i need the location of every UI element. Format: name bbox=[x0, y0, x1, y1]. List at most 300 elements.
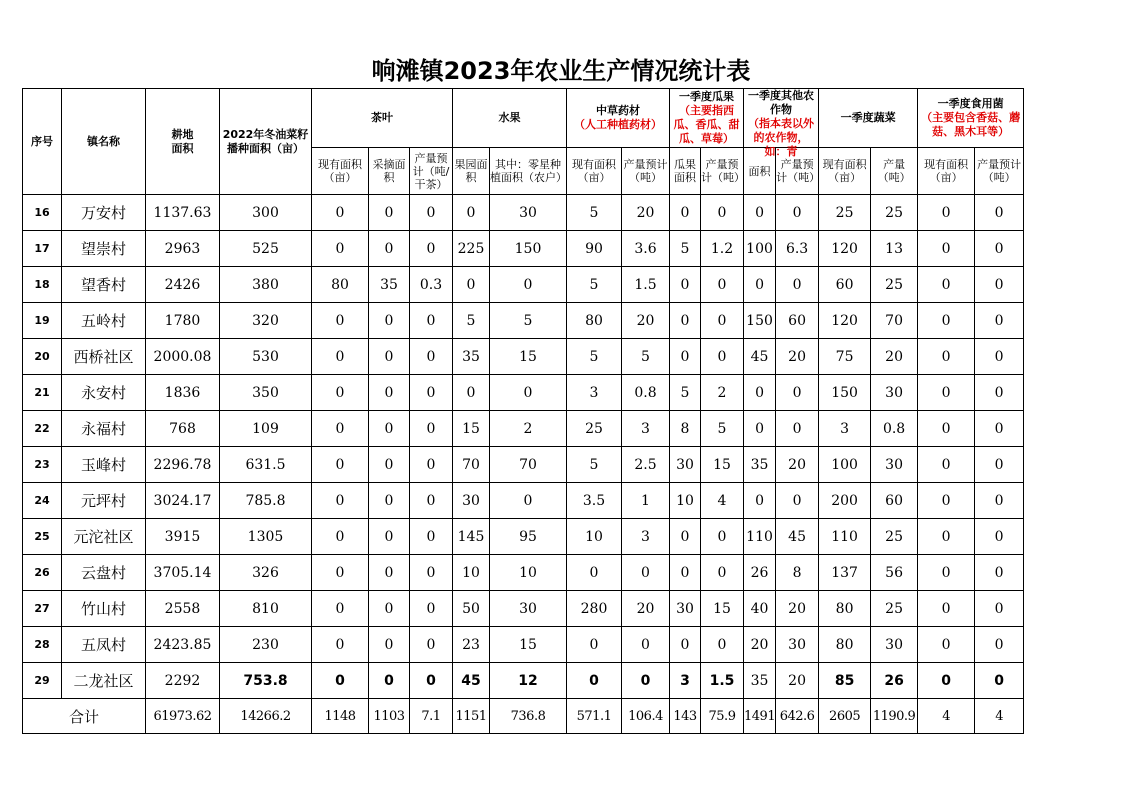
row-seq: 27 bbox=[23, 591, 62, 627]
total-cell: 1148 bbox=[312, 699, 369, 734]
table-cell: 0 bbox=[975, 231, 1024, 267]
table-cell: 30 bbox=[871, 627, 918, 663]
table-cell: 3915 bbox=[146, 519, 220, 555]
table-cell: 2 bbox=[490, 411, 567, 447]
table-cell: 2.5 bbox=[622, 447, 670, 483]
total-cell: 75.9 bbox=[701, 699, 744, 734]
table-cell: 70 bbox=[871, 303, 918, 339]
table-cell: 0 bbox=[670, 519, 701, 555]
table-cell: 150 bbox=[819, 375, 871, 411]
table-cell: 0 bbox=[776, 483, 819, 519]
row-name: 永安村 bbox=[62, 375, 146, 411]
table-cell: 0 bbox=[453, 375, 490, 411]
header-melon-note: （主要指西瓜、香瓜、甜瓜、草莓） bbox=[673, 104, 740, 145]
table-cell: 326 bbox=[220, 555, 312, 591]
subheader-cell: 瓜果面积 bbox=[670, 148, 701, 195]
table-cell: 35 bbox=[453, 339, 490, 375]
row-seq: 22 bbox=[23, 411, 62, 447]
table-cell: 0 bbox=[369, 519, 410, 555]
table-cell: 0 bbox=[975, 591, 1024, 627]
total-cell: 642.6 bbox=[776, 699, 819, 734]
row-name: 五凤村 bbox=[62, 627, 146, 663]
row-name: 云盘村 bbox=[62, 555, 146, 591]
table-cell: 0 bbox=[369, 339, 410, 375]
table-cell: 35 bbox=[744, 663, 776, 699]
table-cell: 0.8 bbox=[871, 411, 918, 447]
total-cell: 14266.2 bbox=[220, 699, 312, 734]
table-cell: 0 bbox=[975, 339, 1024, 375]
header-other bbox=[744, 89, 819, 158]
total-label: 合计 bbox=[23, 699, 146, 734]
table-cell: 25 bbox=[871, 519, 918, 555]
row-name: 元坪村 bbox=[62, 483, 146, 519]
table-cell: 0 bbox=[312, 663, 369, 699]
table-cell: 5 bbox=[490, 303, 567, 339]
table-cell: 109 bbox=[220, 411, 312, 447]
table-cell: 768 bbox=[146, 411, 220, 447]
table-cell: 15 bbox=[701, 447, 744, 483]
table-cell: 0.3 bbox=[410, 267, 453, 303]
table-cell: 45 bbox=[453, 663, 490, 699]
table-cell: 30 bbox=[453, 483, 490, 519]
table-cell: 25 bbox=[871, 591, 918, 627]
table-cell: 0 bbox=[567, 627, 622, 663]
table-row bbox=[23, 627, 1024, 663]
table-cell: 0 bbox=[410, 519, 453, 555]
row-name: 元沱社区 bbox=[62, 519, 146, 555]
table-cell: 2423.85 bbox=[146, 627, 220, 663]
table-cell: 0 bbox=[410, 627, 453, 663]
table-cell: 40 bbox=[744, 591, 776, 627]
table-cell: 12 bbox=[490, 663, 567, 699]
subheader-cell: 面积 bbox=[744, 148, 776, 195]
table-cell: 8 bbox=[776, 555, 819, 591]
row-seq: 24 bbox=[23, 483, 62, 519]
table-cell: 30 bbox=[776, 627, 819, 663]
subheader-cell: 现有面积（亩） bbox=[918, 148, 975, 195]
table-cell: 0 bbox=[670, 627, 701, 663]
table-cell: 0 bbox=[622, 555, 670, 591]
total-cell: 143 bbox=[670, 699, 701, 734]
total-row bbox=[23, 699, 1024, 734]
table-cell: 80 bbox=[819, 627, 871, 663]
table-cell: 5 bbox=[453, 303, 490, 339]
table-cell: 1.5 bbox=[701, 663, 744, 699]
table-cell: 0 bbox=[490, 375, 567, 411]
table-cell: 13 bbox=[871, 231, 918, 267]
table-cell: 30 bbox=[871, 447, 918, 483]
header-fruit: 水果 bbox=[453, 89, 567, 148]
table-cell: 0 bbox=[410, 375, 453, 411]
table-cell: 56 bbox=[871, 555, 918, 591]
header-fungi-label: 一季度食用菌 bbox=[937, 97, 1004, 110]
table-cell: 0 bbox=[918, 411, 975, 447]
row-name: 万安村 bbox=[62, 195, 146, 231]
table-cell: 230 bbox=[220, 627, 312, 663]
table-cell: 0 bbox=[369, 375, 410, 411]
table-cell: 50 bbox=[453, 591, 490, 627]
agri-stats-table bbox=[22, 88, 1024, 734]
total-cell: 571.1 bbox=[567, 699, 622, 734]
table-cell: 20 bbox=[776, 663, 819, 699]
total-cell: 4 bbox=[975, 699, 1024, 734]
table-cell: 5 bbox=[701, 411, 744, 447]
table-cell: 60 bbox=[819, 267, 871, 303]
table-cell: 20 bbox=[776, 591, 819, 627]
table-cell: 5 bbox=[670, 231, 701, 267]
table-cell: 0 bbox=[918, 267, 975, 303]
table-cell: 70 bbox=[490, 447, 567, 483]
table-cell: 0 bbox=[975, 411, 1024, 447]
table-cell: 0 bbox=[369, 411, 410, 447]
table-cell: 0 bbox=[701, 303, 744, 339]
table-cell: 0 bbox=[918, 195, 975, 231]
row-seq: 25 bbox=[23, 519, 62, 555]
header-herb-label: 中草药材 bbox=[596, 104, 640, 117]
table-cell: 0 bbox=[410, 411, 453, 447]
table-cell: 30 bbox=[670, 447, 701, 483]
table-cell: 35 bbox=[744, 447, 776, 483]
row-name: 望崇村 bbox=[62, 231, 146, 267]
table-cell: 75 bbox=[819, 339, 871, 375]
table-cell: 0 bbox=[312, 591, 369, 627]
total-cell: 4 bbox=[918, 699, 975, 734]
table-cell: 753.8 bbox=[220, 663, 312, 699]
table-cell: 225 bbox=[453, 231, 490, 267]
subheader-cell: 产量预计（吨/干茶） bbox=[410, 148, 453, 195]
table-cell: 3 bbox=[670, 663, 701, 699]
table-row bbox=[23, 483, 1024, 519]
table-cell: 300 bbox=[220, 195, 312, 231]
table-cell: 25 bbox=[871, 267, 918, 303]
header-other-note: （指本表以外的农作物，如：青 bbox=[748, 117, 815, 158]
table-row bbox=[23, 339, 1024, 375]
table-cell: 80 bbox=[819, 591, 871, 627]
table-cell: 0 bbox=[369, 483, 410, 519]
header-seq: 序号 bbox=[23, 89, 62, 195]
table-row bbox=[23, 231, 1024, 267]
table-cell: 3 bbox=[819, 411, 871, 447]
table-cell: 10 bbox=[490, 555, 567, 591]
table-cell: 0 bbox=[312, 483, 369, 519]
table-cell: 0 bbox=[744, 195, 776, 231]
header-herb-note: （人工种植药材） bbox=[574, 118, 662, 131]
table-cell: 0 bbox=[975, 519, 1024, 555]
table-cell: 30 bbox=[871, 375, 918, 411]
table-cell: 280 bbox=[567, 591, 622, 627]
row-seq: 29 bbox=[23, 663, 62, 699]
table-cell: 810 bbox=[220, 591, 312, 627]
row-seq: 17 bbox=[23, 231, 62, 267]
table-cell: 0 bbox=[975, 267, 1024, 303]
header-arable: 耕地 面积 bbox=[146, 89, 220, 195]
table-cell: 150 bbox=[744, 303, 776, 339]
table-cell: 0 bbox=[918, 303, 975, 339]
table-cell: 0 bbox=[744, 483, 776, 519]
subheader-cell: 产量预计（吨） bbox=[622, 148, 670, 195]
table-cell: 3 bbox=[622, 519, 670, 555]
table-cell: 0 bbox=[369, 195, 410, 231]
table-cell: 30 bbox=[670, 591, 701, 627]
table-cell: 145 bbox=[453, 519, 490, 555]
table-cell: 5 bbox=[567, 339, 622, 375]
table-cell: 10 bbox=[670, 483, 701, 519]
table-cell: 25 bbox=[871, 195, 918, 231]
row-seq: 28 bbox=[23, 627, 62, 663]
table-cell: 0 bbox=[975, 627, 1024, 663]
table-cell: 0 bbox=[776, 411, 819, 447]
table-cell: 0 bbox=[369, 231, 410, 267]
subheader-cell: 现有面积（亩） bbox=[819, 148, 871, 195]
table-cell: 20 bbox=[622, 303, 670, 339]
table-cell: 0 bbox=[975, 483, 1024, 519]
header-other-label: 一季度其他农作物 bbox=[748, 89, 815, 116]
table-cell: 0 bbox=[776, 267, 819, 303]
table-cell: 6.3 bbox=[776, 231, 819, 267]
table-cell: 0 bbox=[312, 195, 369, 231]
table-cell: 2558 bbox=[146, 591, 220, 627]
total-cell: 1103 bbox=[369, 699, 410, 734]
table-cell: 1780 bbox=[146, 303, 220, 339]
row-seq: 26 bbox=[23, 555, 62, 591]
header-herb bbox=[567, 89, 670, 148]
table-cell: 80 bbox=[567, 303, 622, 339]
table-cell: 25 bbox=[567, 411, 622, 447]
table-cell: 0 bbox=[410, 591, 453, 627]
table-cell: 0 bbox=[453, 195, 490, 231]
table-cell: 0 bbox=[918, 591, 975, 627]
row-name: 西桥社区 bbox=[62, 339, 146, 375]
subheader-cell: 现有面积（亩） bbox=[312, 148, 369, 195]
table-cell: 10 bbox=[567, 519, 622, 555]
table-cell: 0 bbox=[975, 447, 1024, 483]
table-cell: 26 bbox=[871, 663, 918, 699]
total-cell: 1491 bbox=[744, 699, 776, 734]
table-cell: 0 bbox=[918, 555, 975, 591]
table-cell: 0 bbox=[701, 339, 744, 375]
header-name: 镇名称 bbox=[62, 89, 146, 195]
table-cell: 0 bbox=[776, 375, 819, 411]
header-melon-label: 一季度瓜果 bbox=[679, 90, 734, 103]
table-cell: 20 bbox=[776, 339, 819, 375]
table-cell: 0 bbox=[410, 483, 453, 519]
table-row bbox=[23, 447, 1024, 483]
table-cell: 3.6 bbox=[622, 231, 670, 267]
table-cell: 631.5 bbox=[220, 447, 312, 483]
table-cell: 0 bbox=[744, 411, 776, 447]
table-cell: 26 bbox=[744, 555, 776, 591]
table-row bbox=[23, 555, 1024, 591]
table-row bbox=[23, 303, 1024, 339]
table-cell: 5 bbox=[622, 339, 670, 375]
table-cell: 60 bbox=[871, 483, 918, 519]
total-cell: 1151 bbox=[453, 699, 490, 734]
total-cell: 2605 bbox=[819, 699, 871, 734]
table-cell: 120 bbox=[819, 231, 871, 267]
table-cell: 200 bbox=[819, 483, 871, 519]
table-row bbox=[23, 591, 1024, 627]
table-cell: 0 bbox=[918, 447, 975, 483]
table-cell: 380 bbox=[220, 267, 312, 303]
table-cell: 0 bbox=[975, 375, 1024, 411]
table-cell: 0 bbox=[312, 555, 369, 591]
table-cell: 1.2 bbox=[701, 231, 744, 267]
table-cell: 0 bbox=[369, 555, 410, 591]
row-name: 二龙社区 bbox=[62, 663, 146, 699]
table-cell: 0 bbox=[369, 591, 410, 627]
subheader-cell: 产量（吨） bbox=[871, 148, 918, 195]
table-cell: 0 bbox=[410, 303, 453, 339]
table-cell: 0 bbox=[744, 267, 776, 303]
table-cell: 70 bbox=[453, 447, 490, 483]
table-cell: 3024.17 bbox=[146, 483, 220, 519]
header-fungi-note: （主要包含香菇、蘑菇、黑木耳等） bbox=[921, 111, 1021, 138]
table-cell: 5 bbox=[567, 267, 622, 303]
header-veg: 一季度蔬菜 bbox=[819, 89, 918, 148]
table-cell: 0 bbox=[776, 195, 819, 231]
table-cell: 1137.63 bbox=[146, 195, 220, 231]
table-cell: 0 bbox=[975, 555, 1024, 591]
table-cell: 0 bbox=[567, 663, 622, 699]
subheader-cell: 产量预计（吨） bbox=[975, 148, 1024, 195]
table-cell: 0 bbox=[622, 663, 670, 699]
table-cell: 0 bbox=[918, 519, 975, 555]
table-row bbox=[23, 519, 1024, 555]
table-cell: 0 bbox=[410, 663, 453, 699]
table-cell: 2292 bbox=[146, 663, 220, 699]
table-row bbox=[23, 375, 1024, 411]
table-cell: 0 bbox=[312, 627, 369, 663]
table-cell: 1305 bbox=[220, 519, 312, 555]
table-cell: 0 bbox=[701, 195, 744, 231]
table-cell: 0 bbox=[670, 555, 701, 591]
table-cell: 0 bbox=[670, 339, 701, 375]
total-cell: 1190.9 bbox=[871, 699, 918, 734]
table-cell: 320 bbox=[220, 303, 312, 339]
table-cell: 8 bbox=[670, 411, 701, 447]
table-cell: 350 bbox=[220, 375, 312, 411]
row-name: 五岭村 bbox=[62, 303, 146, 339]
row-name: 竹山村 bbox=[62, 591, 146, 627]
table-cell: 525 bbox=[220, 231, 312, 267]
table-cell: 110 bbox=[744, 519, 776, 555]
table-cell: 0 bbox=[567, 555, 622, 591]
total-cell: 61973.62 bbox=[146, 699, 220, 734]
row-name: 永福村 bbox=[62, 411, 146, 447]
table-cell: 0 bbox=[701, 519, 744, 555]
table-cell: 0 bbox=[312, 339, 369, 375]
subheader-cell: 产量预计（吨） bbox=[776, 148, 819, 195]
table-cell: 0 bbox=[701, 267, 744, 303]
table-cell: 0 bbox=[918, 483, 975, 519]
subheader-cell: 产量预计（吨） bbox=[701, 148, 744, 195]
table-cell: 0 bbox=[975, 195, 1024, 231]
table-cell: 0 bbox=[918, 627, 975, 663]
table-cell: 0 bbox=[918, 231, 975, 267]
table-cell: 0 bbox=[312, 375, 369, 411]
table-cell: 20 bbox=[622, 195, 670, 231]
table-cell: 785.8 bbox=[220, 483, 312, 519]
table-cell: 0 bbox=[369, 447, 410, 483]
table-cell: 25 bbox=[819, 195, 871, 231]
total-cell: 7.1 bbox=[410, 699, 453, 734]
table-cell: 0 bbox=[312, 231, 369, 267]
table-cell: 80 bbox=[312, 267, 369, 303]
table-cell: 0 bbox=[490, 483, 567, 519]
table-cell: 5 bbox=[670, 375, 701, 411]
table-cell: 15 bbox=[453, 411, 490, 447]
table-row bbox=[23, 195, 1024, 231]
table-cell: 0 bbox=[410, 195, 453, 231]
table-cell: 0 bbox=[410, 231, 453, 267]
header-fungi bbox=[918, 89, 1024, 148]
table-cell: 0 bbox=[312, 447, 369, 483]
table-cell: 0.8 bbox=[622, 375, 670, 411]
table-cell: 90 bbox=[567, 231, 622, 267]
header-rapeseed: 2022年冬油菜籽播种面积（亩） bbox=[220, 89, 312, 195]
table-cell: 45 bbox=[744, 339, 776, 375]
subheader-cell: 果园面积 bbox=[453, 148, 490, 195]
table-cell: 45 bbox=[776, 519, 819, 555]
table-cell: 0 bbox=[410, 447, 453, 483]
table-cell: 120 bbox=[819, 303, 871, 339]
row-seq: 23 bbox=[23, 447, 62, 483]
table-cell: 2000.08 bbox=[146, 339, 220, 375]
table-cell: 1 bbox=[622, 483, 670, 519]
table-cell: 0 bbox=[975, 663, 1024, 699]
table-cell: 110 bbox=[819, 519, 871, 555]
row-seq: 21 bbox=[23, 375, 62, 411]
table-cell: 0 bbox=[701, 555, 744, 591]
row-name: 玉峰村 bbox=[62, 447, 146, 483]
table-cell: 15 bbox=[490, 627, 567, 663]
subheader-cell: 其中：零星种植面积（农户） bbox=[490, 148, 567, 195]
table-cell: 0 bbox=[701, 627, 744, 663]
table-cell: 0 bbox=[369, 303, 410, 339]
table-cell: 0 bbox=[622, 627, 670, 663]
table-cell: 1.5 bbox=[622, 267, 670, 303]
table-cell: 3.5 bbox=[567, 483, 622, 519]
table-cell: 85 bbox=[819, 663, 871, 699]
row-name: 望香村 bbox=[62, 267, 146, 303]
table-row bbox=[23, 663, 1024, 699]
table-cell: 100 bbox=[744, 231, 776, 267]
table-row bbox=[23, 411, 1024, 447]
table-cell: 0 bbox=[918, 375, 975, 411]
table-cell: 0 bbox=[312, 411, 369, 447]
table-cell: 0 bbox=[369, 627, 410, 663]
table-cell: 0 bbox=[975, 303, 1024, 339]
table-cell: 30 bbox=[490, 591, 567, 627]
table-cell: 2426 bbox=[146, 267, 220, 303]
table-cell: 530 bbox=[220, 339, 312, 375]
row-seq: 19 bbox=[23, 303, 62, 339]
row-seq: 16 bbox=[23, 195, 62, 231]
header-tea: 茶叶 bbox=[312, 89, 453, 148]
table-cell: 0 bbox=[369, 663, 410, 699]
table-cell: 0 bbox=[670, 195, 701, 231]
table-cell: 0 bbox=[670, 267, 701, 303]
table-cell: 20 bbox=[776, 447, 819, 483]
table-cell: 0 bbox=[490, 267, 567, 303]
table-cell: 150 bbox=[490, 231, 567, 267]
table-cell: 35 bbox=[369, 267, 410, 303]
table-cell: 3705.14 bbox=[146, 555, 220, 591]
table-cell: 0 bbox=[918, 663, 975, 699]
table-cell: 20 bbox=[871, 339, 918, 375]
table-row bbox=[23, 267, 1024, 303]
table-cell: 30 bbox=[490, 195, 567, 231]
